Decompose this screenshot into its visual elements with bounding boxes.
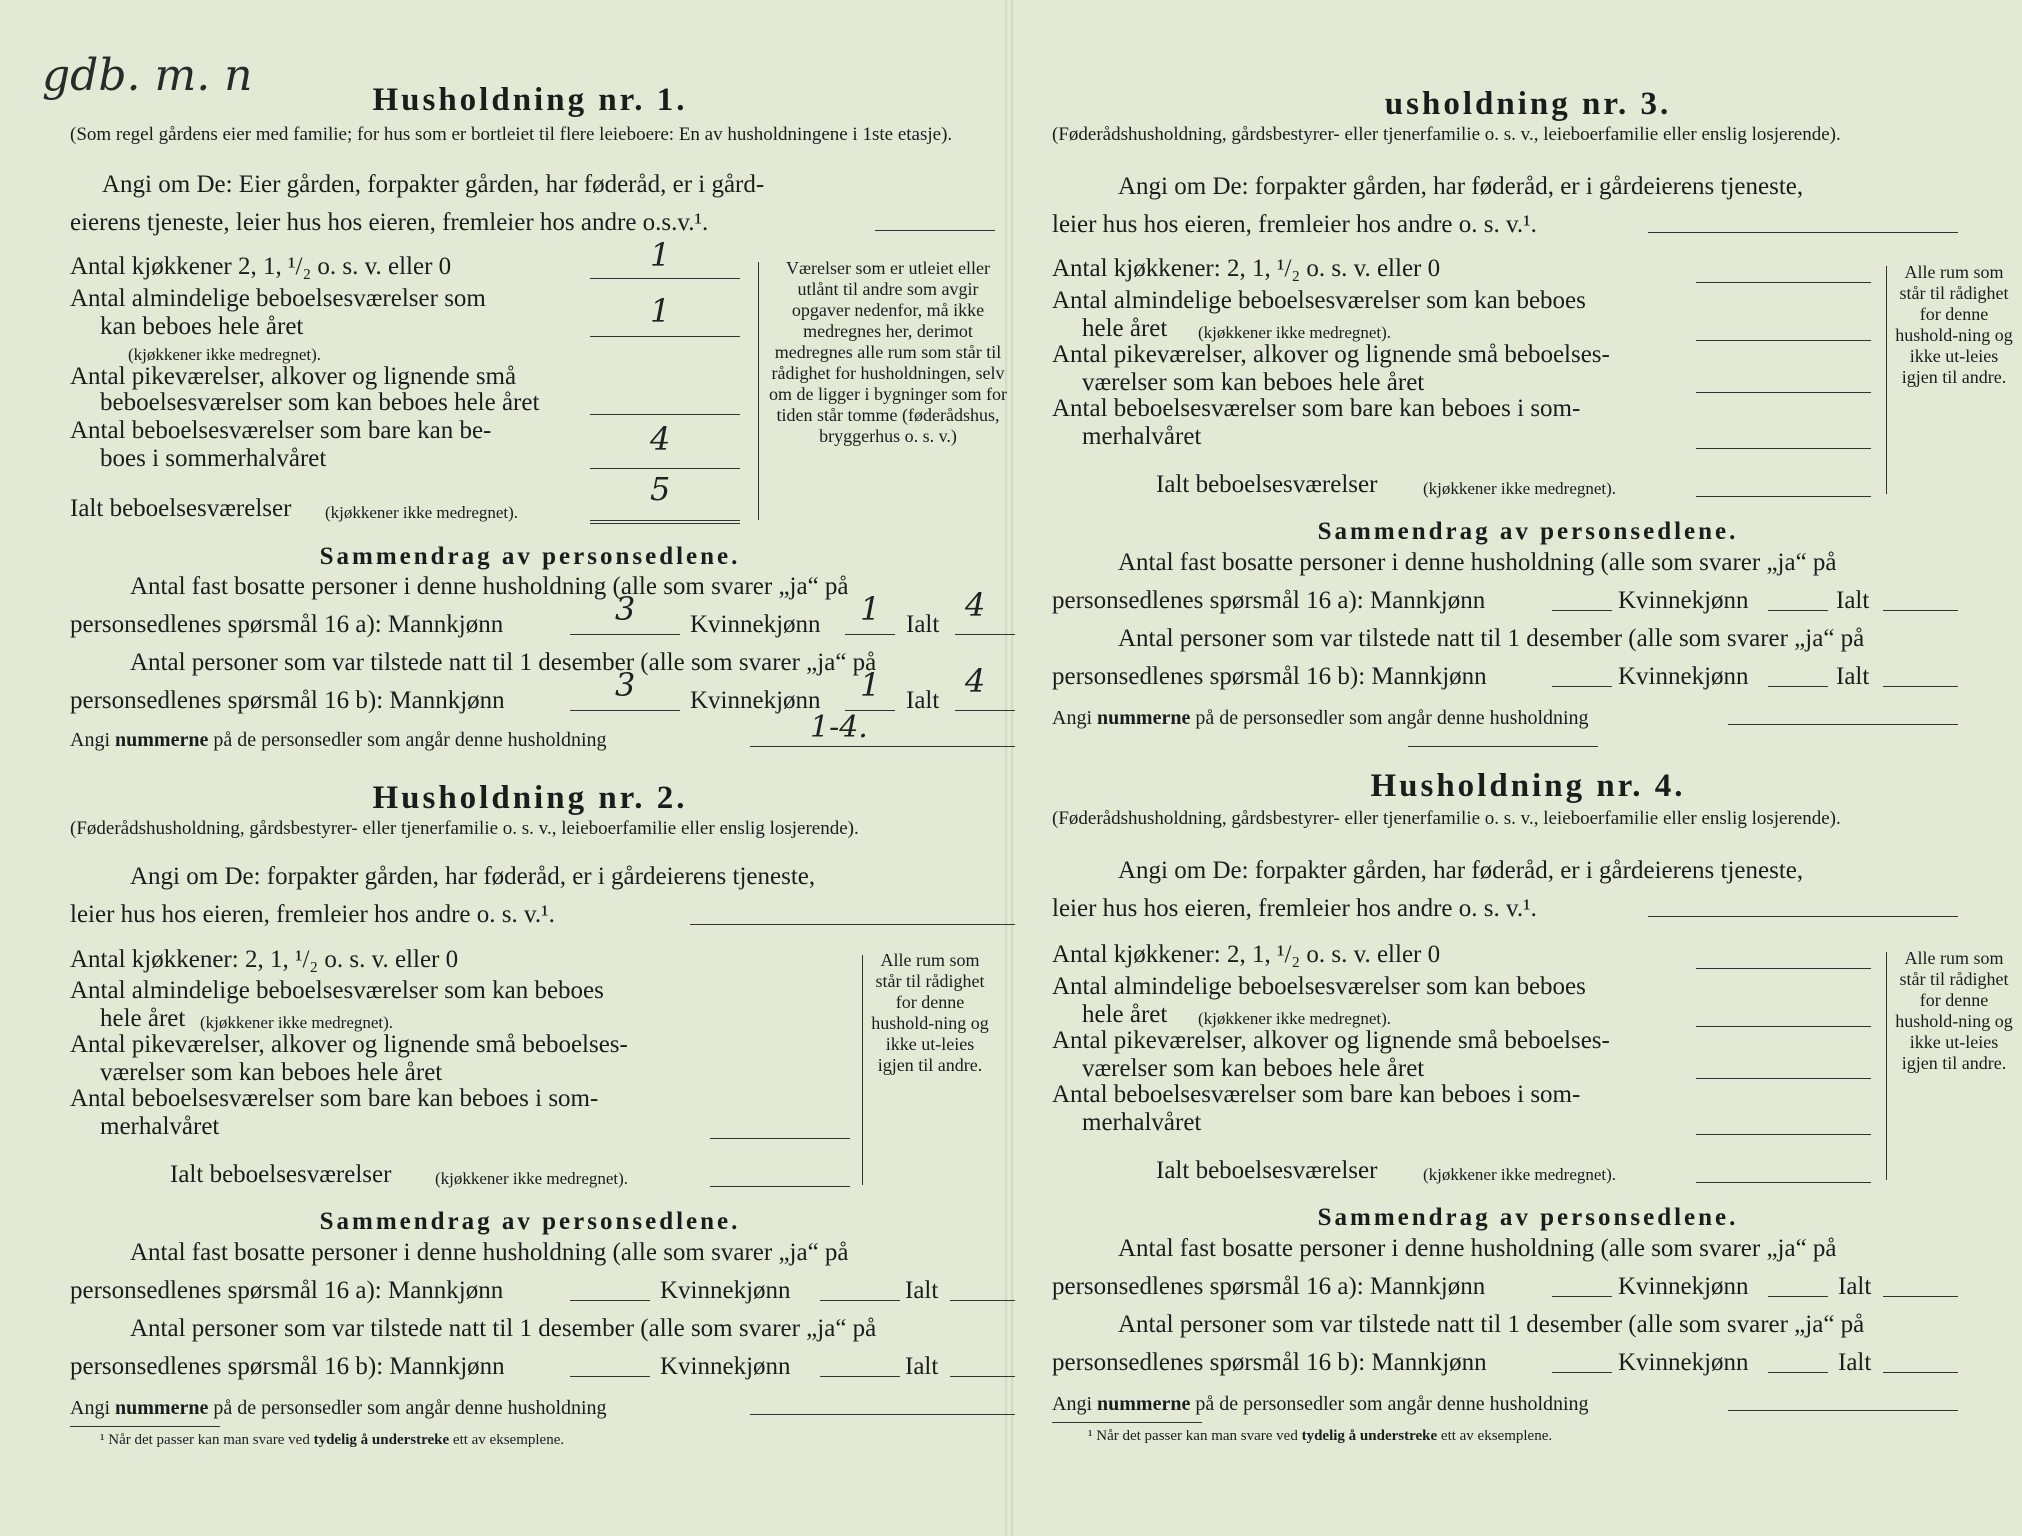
h3-q16a-line2: personsedlenes spørsmål 16 a): Mannkjønn — [1052, 587, 1486, 614]
h4-kitchens-label: Antal kjøkkener: 2, 1, ¹/₂ o. s. v. eller 0 — [1052, 941, 1441, 968]
h4-q16b-total-label: Ialt — [1838, 1349, 1872, 1376]
h1-side-note: Værelser som er utleiet eller utlånt til andre som avgir opgaver nedenfor, må ikke medregnes her, derimot medregnes alle rum som står til rådighet for husholdningen, selv om de ligger i bygninger som for tiden står tomme (føderådshus, bryggerhus o. s. v.) — [769, 258, 1007, 446]
h2-note: (Føderådshusholdning, gårdsbestyrer- eller tjenerfamilie o. s. v., leieboerfamilie eller enslig losjerende). — [70, 818, 859, 839]
h1-angi-line1: Angi om De: Eier gården, forpakter gården, har føderåd, er i gård- — [102, 171, 765, 198]
h3-maid-rooms-label-b: værelser som kan beboes hele året — [1082, 369, 1425, 396]
h4-angi-line2: leier hus hos eieren, fremleier hos andre o. s. v.¹. — [1052, 895, 1537, 922]
h1-rooms-label-c: (kjøkkener ikke medregnet). — [128, 345, 322, 364]
h3-note: (Føderådshusholdning, gårdsbestyrer- eller tjenerfamilie o. s. v., leieboerfamilie eller enslig losjerende). — [1052, 124, 1841, 145]
h2-q16a-female-label: Kvinnekjønn — [660, 1277, 791, 1304]
h4-total-label: Ialt beboelsesværelser — [1156, 1157, 1378, 1184]
h3-q16b-female-label: Kvinnekjønn — [1618, 663, 1749, 690]
h3-summer-label-a: Antal beboelsesværelser som bare kan beboes i som- — [1052, 395, 1581, 422]
h1-total-label: Ialt beboelsesværelser — [70, 495, 292, 522]
h3-maid-rooms-label-a: Antal pikeværelser, alkover og lignende små beboelses- — [1052, 341, 1610, 368]
h1-q16b-line2: personsedlenes spørsmål 16 b): Mannkjønn — [70, 687, 505, 714]
right-footnote: ¹ Når det passer kan man svare ved tydelig å understreke ett av eksemplene. — [1088, 1428, 1553, 1444]
h2-total-label: Ialt beboelsesværelser — [170, 1161, 392, 1188]
h4-side-note: Alle rum som står til rådighet for denne hushold-ning og ikke ut-leies igjen til andre. — [1895, 948, 2013, 1073]
h1-q16b-line1: Antal personer som var tilstede natt til 1 desember (alle som svarer „ja“ på — [130, 649, 877, 676]
h3-q16a-female-label: Kvinnekjønn — [1618, 587, 1749, 614]
h3-total-label: Ialt beboelsesværelser — [1156, 471, 1378, 498]
h1-maid-rooms-label-b: beboelsesværelser som kan beboes hele året — [100, 389, 540, 416]
right-page — [1048, 0, 2013, 1536]
h4-rooms-label-b: hele året — [1082, 1001, 1168, 1028]
h1-q16a-line2: personsedlenes spørsmål 16 a): Mannkjønn — [70, 611, 504, 638]
h2-summer-label-b: merhalvåret — [100, 1113, 220, 1140]
h2-q16b-female-label: Kvinnekjønn — [660, 1353, 791, 1380]
h1-kitchens-label: Antal kjøkkener 2, 1, ¹/₂ o. s. v. eller 0 — [70, 253, 452, 280]
h2-maid-rooms-label-b: værelser som kan beboes hele året — [100, 1059, 443, 1086]
h1-q16a-line1: Antal fast bosatte personer i denne husholdning (alle som svarer „ja“ på — [130, 573, 849, 600]
h1-q16b-female: 1 — [860, 666, 881, 704]
h2-q16a-line1: Antal fast bosatte personer i denne husholdning (alle som svarer „ja“ på — [130, 1239, 849, 1266]
h3-angi-line2: leier hus hos eieren, fremleier hos andre o. s. v.¹. — [1052, 211, 1537, 238]
h1-total-value: 5 — [650, 470, 671, 508]
h1-q16b-female-label: Kvinnekjønn — [690, 687, 821, 714]
h4-summer-label-b: merhalvåret — [1082, 1109, 1202, 1136]
h1-q16b-male: 3 — [615, 666, 636, 704]
h4-q16b-line2: personsedlenes spørsmål 16 b): Mannkjønn — [1052, 1349, 1487, 1376]
h3-q16b-line1: Antal personer som var tilstede natt til 1 desember (alle som svarer „ja“ på — [1118, 625, 1865, 652]
h3-rooms-label-a: Antal almindelige beboelsesværelser som kan beboes — [1052, 287, 1586, 314]
h2-rooms-label-a: Antal almindelige beboelsesværelser som kan beboes — [70, 977, 604, 1004]
h1-q16a-total-label: Ialt — [906, 611, 940, 638]
h4-title: Husholdning nr. 4. — [1370, 768, 1686, 804]
h3-side-note: Alle rum som står til rådighet for denne hushold-ning og ikke ut-leies igjen til andre. — [1895, 262, 2013, 387]
h4-angi-line1: Angi om De: forpakter gården, har føderåd, er i gårdeierens tjeneste, — [1118, 857, 1804, 884]
h2-side-note: Alle rum som står til rådighet for denne hushold-ning og ikke ut-leies igjen til andre. — [871, 950, 989, 1075]
h2-angi-line2: leier hus hos eieren, fremleier hos andre o. s. v.¹. — [70, 901, 555, 928]
h1-kitchens-value: 1 — [650, 236, 671, 274]
h4-summary-heading: Sammendrag av personsedlene. — [1317, 1204, 1739, 1231]
h4-q16b-line1: Antal personer som var tilstede natt til 1 desember (alle som svarer „ja“ på — [1118, 1311, 1865, 1338]
h4-total-note: (kjøkkener ikke medregnet). — [1423, 1165, 1617, 1184]
h2-title: Husholdning nr. 2. — [372, 780, 688, 816]
h1-rooms-label-b: kan beboes hele året — [100, 313, 304, 340]
left-page — [42, 0, 1010, 1536]
h3-numbers-line: Angi nummerne på de personsedler som angår denne husholdning — [1052, 707, 1589, 729]
h3-q16a-line1: Antal fast bosatte personer i denne husholdning (alle som svarer „ja“ på — [1118, 549, 1837, 576]
h3-rooms-note: (kjøkkener ikke medregnet). — [1198, 323, 1392, 342]
h2-rooms-label-b: hele året — [100, 1005, 186, 1032]
h3-q16b-line2: personsedlenes spørsmål 16 b): Mannkjønn — [1052, 663, 1487, 690]
h2-q16b-line1: Antal personer som var tilstede natt til 1 desember (alle som svarer „ja“ på — [130, 1315, 877, 1342]
h1-q16b-total-label: Ialt — [906, 687, 940, 714]
h2-kitchens-label: Antal kjøkkener: 2, 1, ¹/₂ o. s. v. eller 0 — [70, 946, 459, 973]
h2-summer-label-a: Antal beboelsesværelser som bare kan beboes i som- — [70, 1085, 599, 1112]
h2-q16b-line2: personsedlenes spørsmål 16 b): Mannkjønn — [70, 1353, 505, 1380]
h4-q16a-total-label: Ialt — [1838, 1273, 1872, 1300]
h3-summary-heading: Sammendrag av personsedlene. — [1317, 518, 1739, 545]
h1-q16b-total: 4 — [965, 662, 986, 700]
h4-note: (Føderådshusholdning, gårdsbestyrer- eller tjenerfamilie o. s. v., leieboerfamilie eller enslig losjerende). — [1052, 808, 1841, 829]
h4-q16a-line2: personsedlenes spørsmål 16 a): Mannkjønn — [1052, 1273, 1486, 1300]
h4-maid-rooms-label-a: Antal pikeværelser, alkover og lignende små beboelses- — [1052, 1027, 1610, 1054]
h3-rooms-label-b: hele året — [1082, 315, 1168, 342]
h2-maid-rooms-label-a: Antal pikeværelser, alkover og lignende små beboelses- — [70, 1031, 628, 1058]
h2-q16a-line2: personsedlenes spørsmål 16 a): Mannkjønn — [70, 1277, 504, 1304]
h1-q16a-male: 3 — [615, 590, 636, 628]
h1-angi-line2: eierens tjeneste, leier hus hos eieren, fremleier hos andre o.s.v.¹. — [70, 209, 709, 236]
h2-numbers-line: Angi nummerne på de personsedler som angår denne husholdning — [70, 1397, 607, 1419]
h3-title: usholdning nr. 3. — [1384, 86, 1672, 122]
h1-numbers-line: Angi nummerne på de personsedler som angår denne husholdning — [70, 729, 607, 751]
h3-q16a-total-label: Ialt — [1836, 587, 1870, 614]
h2-q16a-total-label: Ialt — [905, 1277, 939, 1304]
h1-numbers-value: 1-4. — [810, 710, 868, 745]
h3-kitchens-label: Antal kjøkkener: 2, 1, ¹/₂ o. s. v. eller 0 — [1052, 255, 1441, 282]
h4-q16a-female-label: Kvinnekjønn — [1618, 1273, 1749, 1300]
h4-rooms-label-a: Antal almindelige beboelsesværelser som kan beboes — [1052, 973, 1586, 1000]
h4-q16a-line1: Antal fast bosatte personer i denne husholdning (alle som svarer „ja“ på — [1118, 1235, 1837, 1262]
h3-total-note: (kjøkkener ikke medregnet). — [1423, 479, 1617, 498]
h4-numbers-line: Angi nummerne på de personsedler som angår denne husholdning — [1052, 1393, 1589, 1415]
h1-q16a-total: 4 — [965, 586, 986, 624]
h1-summer-value: 4 — [650, 420, 671, 458]
h1-q16a-female-label: Kvinnekjønn — [690, 611, 821, 638]
h1-summer-label-b: boes i sommerhalvåret — [100, 445, 327, 472]
h1-summer-label-a: Antal beboelsesværelser som bare kan be- — [70, 417, 492, 444]
h1-note: (Som regel gårdens eier med familie; for hus som er bortleiet til flere leieboere: En av husholdningene i 1ste etasje). — [70, 124, 953, 145]
h2-total-note: (kjøkkener ikke medregnet). — [435, 1169, 629, 1188]
h3-angi-line1: Angi om De: forpakter gården, har føderåd, er i gårdeierens tjeneste, — [1118, 173, 1804, 200]
h2-angi-line1: Angi om De: forpakter gården, har føderåd, er i gårdeierens tjeneste, — [130, 863, 816, 890]
h1-q16a-female: 1 — [860, 590, 881, 628]
h1-maid-rooms-label-a: Antal pikeværelser, alkover og lignende små — [70, 363, 517, 390]
h3-q16b-total-label: Ialt — [1836, 663, 1870, 690]
left-footnote: ¹ Når det passer kan man svare ved tydelig å understreke ett av eksemplene. — [100, 1432, 565, 1448]
h4-q16b-female-label: Kvinnekjønn — [1618, 1349, 1749, 1376]
h1-rooms-label-a: Antal almindelige beboelsesværelser som — [70, 285, 486, 312]
h1-rooms-value: 1 — [650, 292, 671, 330]
h2-summary-heading: Sammendrag av personsedlene. — [319, 1208, 741, 1235]
h4-summer-label-a: Antal beboelsesværelser som bare kan beboes i som- — [1052, 1081, 1581, 1108]
h3-summer-label-b: merhalvåret — [1082, 423, 1202, 450]
h2-q16b-total-label: Ialt — [905, 1353, 939, 1380]
h1-summary-heading: Sammendrag av personsedlene. — [319, 543, 741, 570]
h4-rooms-note: (kjøkkener ikke medregnet). — [1198, 1009, 1392, 1028]
h4-maid-rooms-label-b: værelser som kan beboes hele året — [1082, 1055, 1425, 1082]
h1-total-note: (kjøkkener ikke medregnet). — [325, 503, 519, 522]
h1-title: Husholdning nr. 1. — [372, 82, 688, 118]
h2-rooms-note: (kjøkkener ikke medregnet). — [200, 1013, 394, 1032]
handwritten-annotation: gdb. m. n — [42, 50, 253, 101]
